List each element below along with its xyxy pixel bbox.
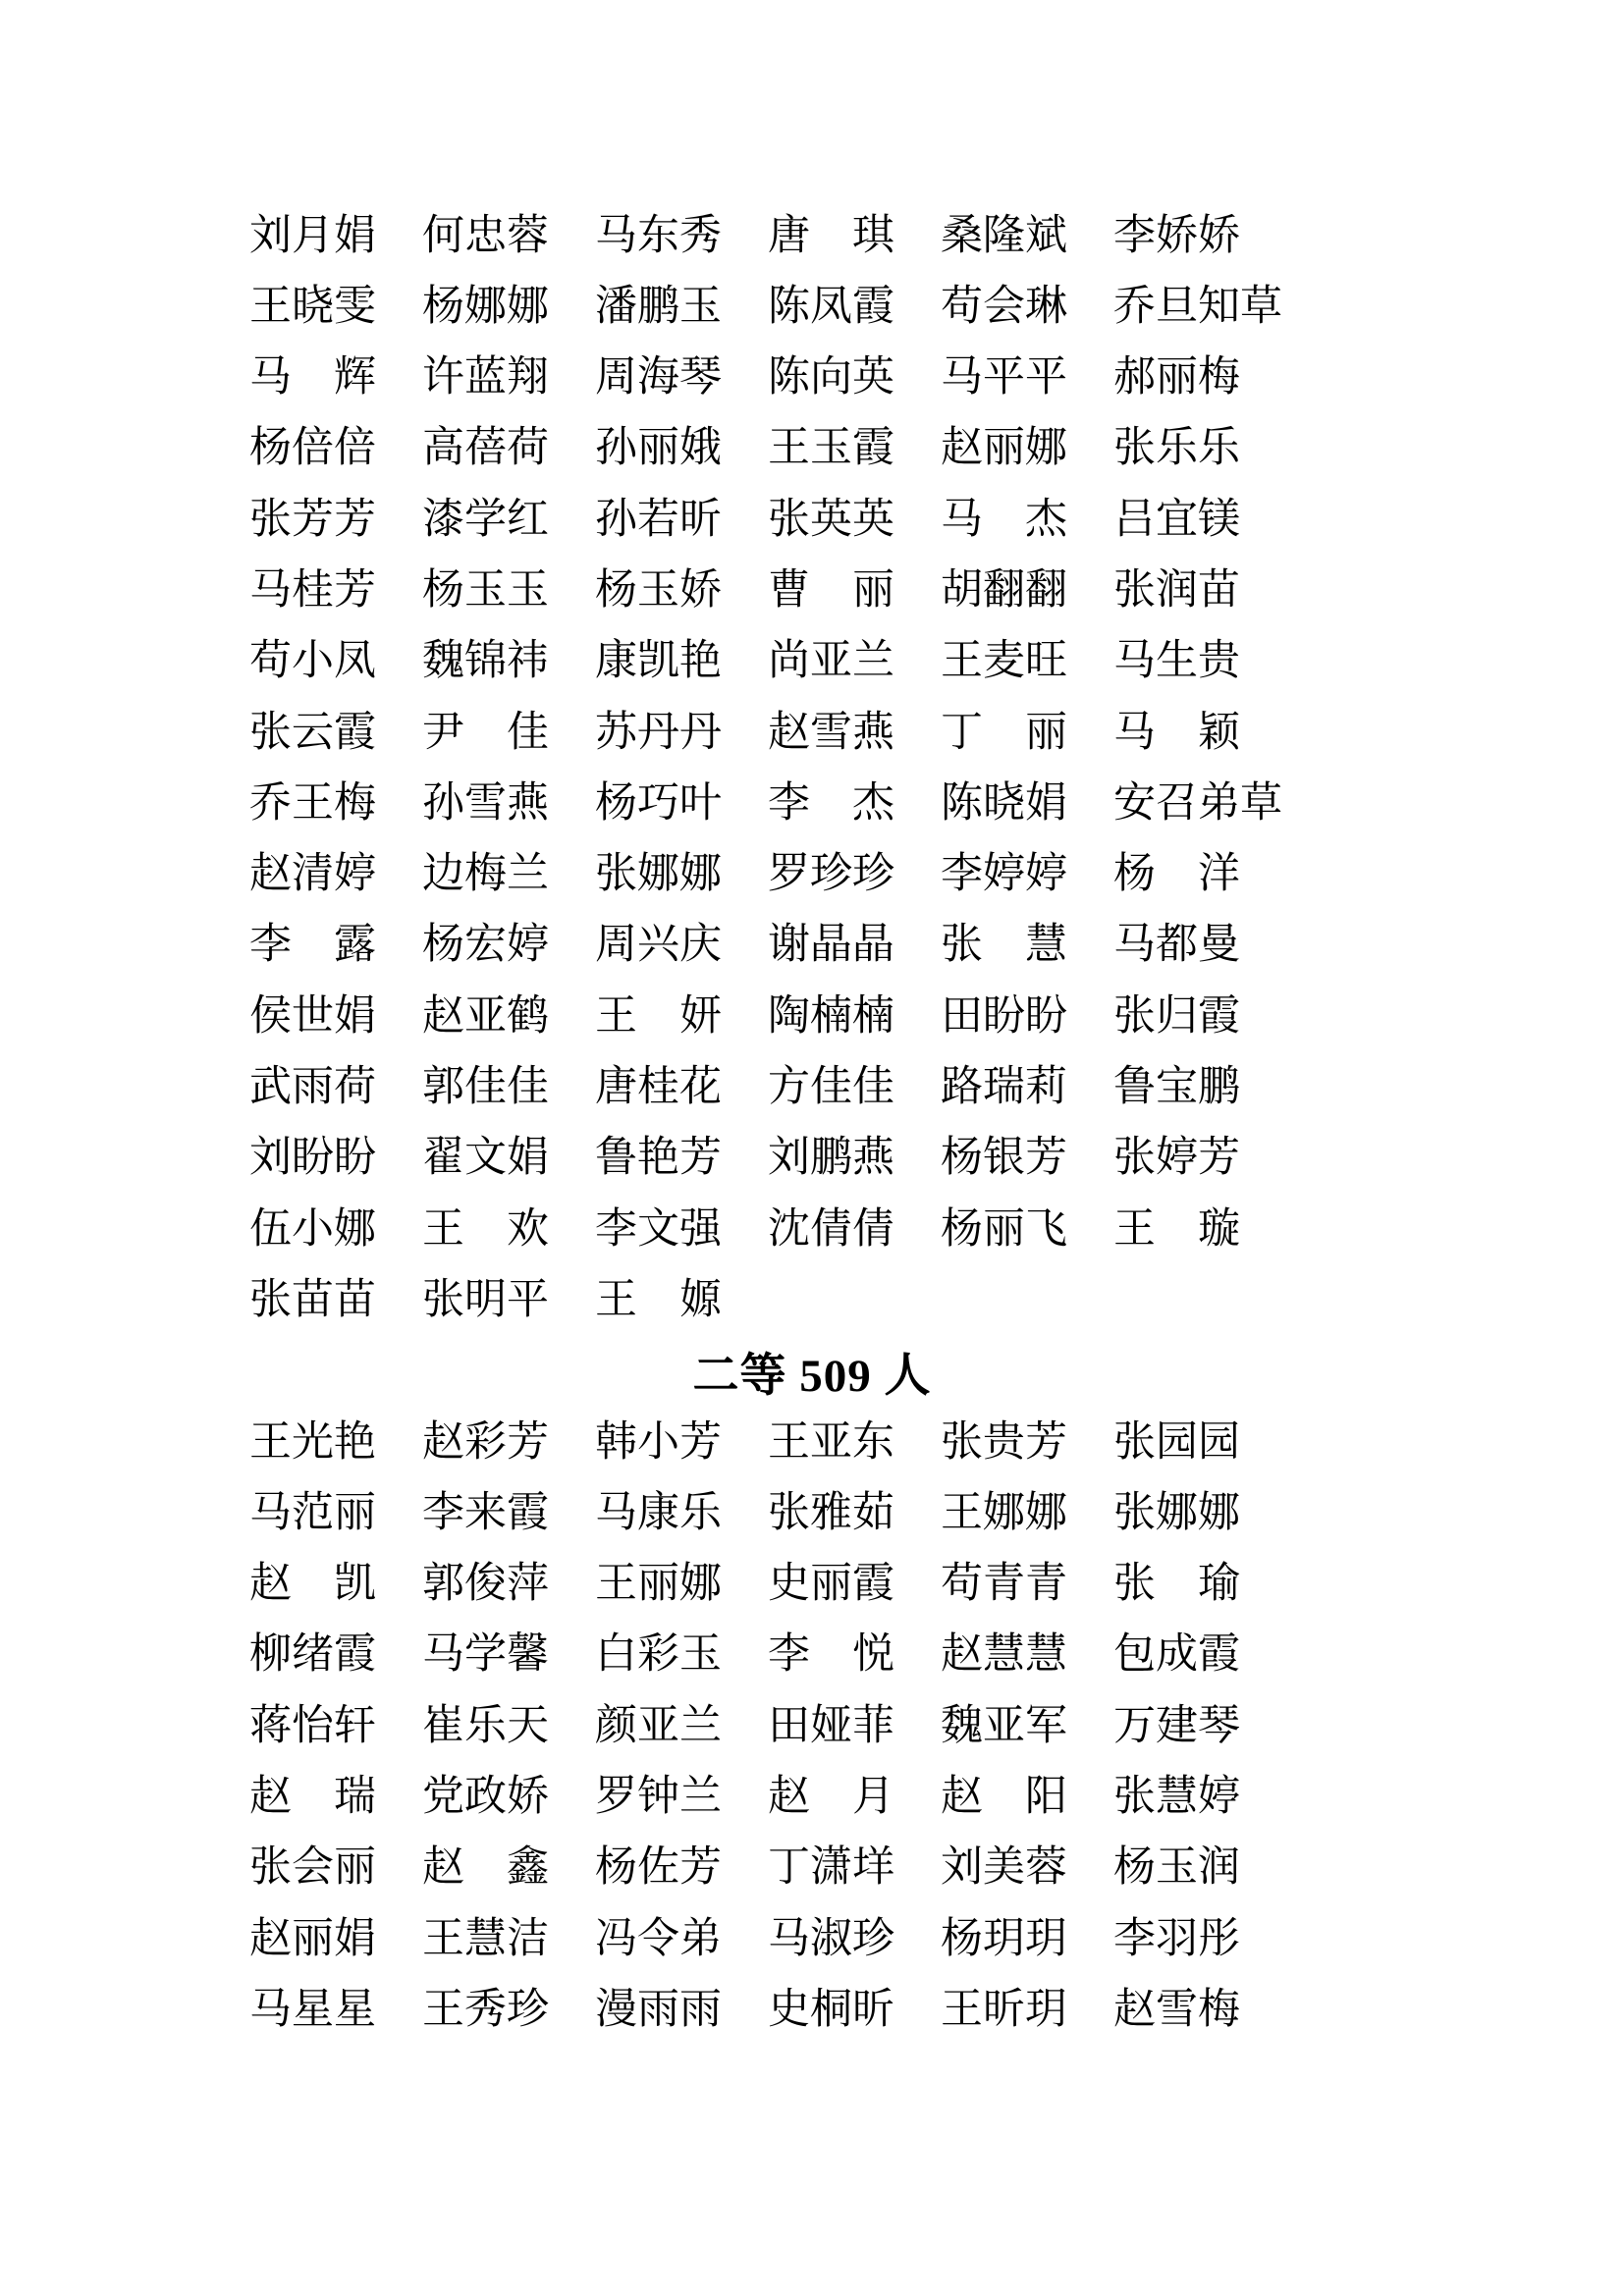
person-name: 赵 凯	[249, 1561, 376, 1608]
person-name: 柳绪霞	[249, 1631, 376, 1679]
person-name: 李 悦	[768, 1631, 894, 1679]
person-name: 吕宜镁	[1113, 496, 1240, 543]
person-name: 周海琴	[595, 354, 722, 401]
person-name: 王光艳	[249, 1418, 376, 1466]
person-name: 侯世娟	[249, 992, 376, 1040]
person-name: 张娜娜	[595, 851, 722, 898]
person-name: 张园园	[1113, 1418, 1240, 1466]
person-name: 张雅茹	[768, 1489, 894, 1536]
person-name: 张归霞	[1113, 992, 1240, 1040]
person-name: 杨宏婷	[422, 922, 549, 969]
person-name: 马都曼	[1113, 922, 1240, 969]
person-name: 杨银芳	[941, 1135, 1067, 1182]
name-row	[249, 1761, 1286, 1832]
person-name: 王 妍	[595, 992, 722, 1040]
person-name: 颜亚兰	[595, 1702, 722, 1749]
person-name: 李 杰	[768, 779, 894, 827]
person-name: 康凯艳	[595, 638, 722, 685]
person-name: 赵丽娜	[941, 425, 1067, 472]
person-name: 鲁宝鹏	[1113, 1064, 1240, 1111]
name-row	[249, 413, 1326, 484]
person-name: 苟小凤	[249, 638, 376, 685]
person-name: 李羽彤	[1113, 1915, 1240, 1962]
person-name: 张贵芳	[941, 1418, 1067, 1466]
person-name: 蒋怡轩	[249, 1702, 376, 1749]
person-name: 魏亚军	[941, 1702, 1067, 1749]
person-name: 陈凤霞	[768, 283, 894, 330]
person-name: 周兴庆	[595, 922, 722, 969]
person-name: 武雨荷	[249, 1064, 376, 1111]
person-name: 王 欢	[422, 1205, 549, 1253]
person-name: 杨丽飞	[941, 1205, 1067, 1253]
person-name: 田娅菲	[768, 1702, 894, 1749]
person-name: 李 露	[249, 922, 376, 969]
person-name: 张云霞	[249, 709, 376, 756]
person-name: 王秀珍	[422, 1986, 549, 2033]
person-name: 杨 洋	[1113, 851, 1240, 898]
person-name: 乔旦知草	[1113, 283, 1282, 330]
person-name: 鲁艳芳	[595, 1135, 722, 1182]
name-row	[249, 1833, 1286, 1903]
person-name: 沈倩倩	[768, 1205, 894, 1253]
person-name: 王娜娜	[941, 1489, 1067, 1536]
person-name: 赵慧慧	[941, 1631, 1067, 1679]
person-name: 张 瑜	[1113, 1561, 1240, 1608]
person-name: 马 颖	[1113, 709, 1240, 756]
person-name: 郭佳佳	[422, 1064, 549, 1111]
person-name: 边梅兰	[422, 851, 549, 898]
person-name: 赵 鑫	[422, 1844, 549, 1892]
person-name: 路瑞莉	[941, 1064, 1067, 1111]
person-name: 苏丹丹	[595, 709, 722, 756]
person-name: 赵彩芳	[422, 1418, 549, 1466]
person-name: 张乐乐	[1113, 425, 1240, 472]
person-name: 苟会琳	[941, 283, 1067, 330]
person-name: 王麦旺	[941, 638, 1067, 685]
person-name: 唐 琪	[768, 212, 894, 259]
person-name: 王玉霞	[768, 425, 894, 472]
person-name: 冯令弟	[595, 1915, 722, 1962]
name-row	[249, 555, 1326, 625]
name-row	[249, 1549, 1286, 1620]
person-name: 杨玉润	[1113, 1844, 1240, 1892]
person-name: 胡翻翻	[941, 566, 1067, 614]
person-name: 韩小芳	[595, 1418, 722, 1466]
person-name: 马桂芳	[249, 566, 376, 614]
person-name: 马康乐	[595, 1489, 722, 1536]
person-name: 杨倍倍	[249, 425, 376, 472]
person-name: 陈晓娟	[941, 779, 1067, 827]
person-name: 杨玉娇	[595, 566, 722, 614]
name-row	[249, 1974, 1286, 2045]
person-name: 魏锦祎	[422, 638, 549, 685]
person-name: 孙雪燕	[422, 779, 549, 827]
name-row	[249, 1690, 1286, 1761]
person-name: 丁潇垟	[768, 1844, 894, 1892]
person-name: 张英英	[768, 496, 894, 543]
person-name: 苟青青	[941, 1561, 1067, 1608]
name-row	[249, 1407, 1286, 1477]
name-row	[249, 343, 1326, 413]
name-row	[249, 697, 1326, 768]
person-name: 杨娜娜	[422, 283, 549, 330]
person-name: 马生贵	[1113, 638, 1240, 685]
person-name: 赵 月	[768, 1773, 894, 1820]
person-name: 郝丽梅	[1113, 354, 1240, 401]
person-name: 张 慧	[941, 922, 1067, 969]
name-row	[249, 1264, 1326, 1335]
person-name: 王慧洁	[422, 1915, 549, 1962]
person-name: 赵雪梅	[1113, 1986, 1240, 2033]
person-name: 潘鹏玉	[595, 283, 722, 330]
person-name: 王晓雯	[249, 283, 376, 330]
name-row	[249, 271, 1326, 342]
person-name: 杨巧叶	[595, 779, 722, 827]
person-name: 安召弟草	[1113, 779, 1282, 827]
person-name: 张娜娜	[1113, 1489, 1240, 1536]
person-name: 赵亚鹤	[422, 992, 549, 1040]
person-name: 方佳佳	[768, 1064, 894, 1111]
person-name: 谢晶晶	[768, 922, 894, 969]
person-name: 翟文娟	[422, 1135, 549, 1182]
person-name: 李娇娇	[1113, 212, 1240, 259]
person-name: 尹 佳	[422, 709, 549, 756]
person-name: 王 璇	[1113, 1205, 1240, 1253]
person-name: 马东秀	[595, 212, 722, 259]
person-name: 田盼盼	[941, 992, 1067, 1040]
person-name: 陈向英	[768, 354, 894, 401]
person-name: 万建琴	[1113, 1702, 1240, 1749]
person-name: 漫雨雨	[595, 1986, 722, 2033]
name-row	[249, 626, 1326, 697]
second-class-heading: 二等 509 人	[692, 1350, 932, 1402]
person-name: 马淑珍	[768, 1915, 894, 1962]
name-row	[249, 839, 1326, 910]
person-name: 马学馨	[422, 1631, 549, 1679]
person-name: 何忠蓉	[422, 212, 549, 259]
person-name: 李文强	[595, 1205, 722, 1253]
person-name: 桑隆斌	[941, 212, 1067, 259]
person-name: 曹 丽	[768, 566, 894, 614]
person-name: 伍小娜	[249, 1205, 376, 1253]
person-name: 王 嫄	[595, 1276, 722, 1323]
name-row	[249, 1620, 1286, 1690]
person-name: 罗钟兰	[595, 1773, 722, 1820]
person-name: 丁 丽	[941, 709, 1067, 756]
person-name: 尚亚兰	[768, 638, 894, 685]
first-class-name-list	[249, 200, 1326, 1336]
name-row	[249, 200, 1326, 271]
person-name: 赵雪燕	[768, 709, 894, 756]
person-name: 张慧婷	[1113, 1773, 1240, 1820]
person-name: 张明平	[422, 1276, 549, 1323]
person-name: 马范丽	[249, 1489, 376, 1536]
person-name: 赵 瑞	[249, 1773, 376, 1820]
person-name: 刘盼盼	[249, 1135, 376, 1182]
person-name: 杨玥玥	[941, 1915, 1067, 1962]
person-name: 张会丽	[249, 1844, 376, 1892]
person-name: 崔乐天	[422, 1702, 549, 1749]
person-name: 乔王梅	[249, 779, 376, 827]
name-row	[249, 1477, 1286, 1548]
name-row	[249, 484, 1326, 555]
person-name: 张苗苗	[249, 1276, 376, 1323]
person-name: 刘美蓉	[941, 1844, 1067, 1892]
person-name: 包成霞	[1113, 1631, 1240, 1679]
name-row	[249, 1903, 1286, 1974]
person-name: 史桐昕	[768, 1986, 894, 2033]
name-row	[249, 910, 1326, 981]
person-name: 孙丽娥	[595, 425, 722, 472]
person-name: 赵丽娟	[249, 1915, 376, 1962]
person-name: 张润苗	[1113, 566, 1240, 614]
person-name: 党政娇	[422, 1773, 549, 1820]
person-name: 马 杰	[941, 496, 1067, 543]
person-name: 赵 阳	[941, 1773, 1067, 1820]
person-name: 漆学红	[422, 496, 549, 543]
person-name: 孙若昕	[595, 496, 722, 543]
person-name: 李来霞	[422, 1489, 549, 1536]
person-name: 郭俊萍	[422, 1561, 549, 1608]
second-class-name-list	[249, 1407, 1286, 2046]
person-name: 赵清婷	[249, 851, 376, 898]
person-name: 高蓓荷	[422, 425, 549, 472]
person-name: 王昕玥	[941, 1986, 1067, 2033]
person-name: 陶楠楠	[768, 992, 894, 1040]
person-name: 唐桂花	[595, 1064, 722, 1111]
person-name: 王亚东	[768, 1418, 894, 1466]
name-row	[249, 768, 1326, 838]
person-name: 白彩玉	[595, 1631, 722, 1679]
person-name: 杨玉玉	[422, 566, 549, 614]
person-name: 杨佐芳	[595, 1844, 722, 1892]
person-name: 张芳芳	[249, 496, 376, 543]
name-row	[249, 981, 1326, 1051]
person-name: 马平平	[941, 354, 1067, 401]
person-name: 王丽娜	[595, 1561, 722, 1608]
name-row	[249, 1194, 1326, 1264]
person-name: 许蓝翔	[422, 354, 549, 401]
person-name: 李婷婷	[941, 851, 1067, 898]
person-name: 罗珍珍	[768, 851, 894, 898]
person-name: 刘月娟	[249, 212, 376, 259]
name-row	[249, 1123, 1326, 1194]
person-name: 史丽霞	[768, 1561, 894, 1608]
name-row	[249, 1052, 1326, 1123]
person-name: 刘鹏燕	[768, 1135, 894, 1182]
person-name: 马星星	[249, 1986, 376, 2033]
person-name: 马 辉	[249, 354, 376, 401]
person-name: 张婷芳	[1113, 1135, 1240, 1182]
